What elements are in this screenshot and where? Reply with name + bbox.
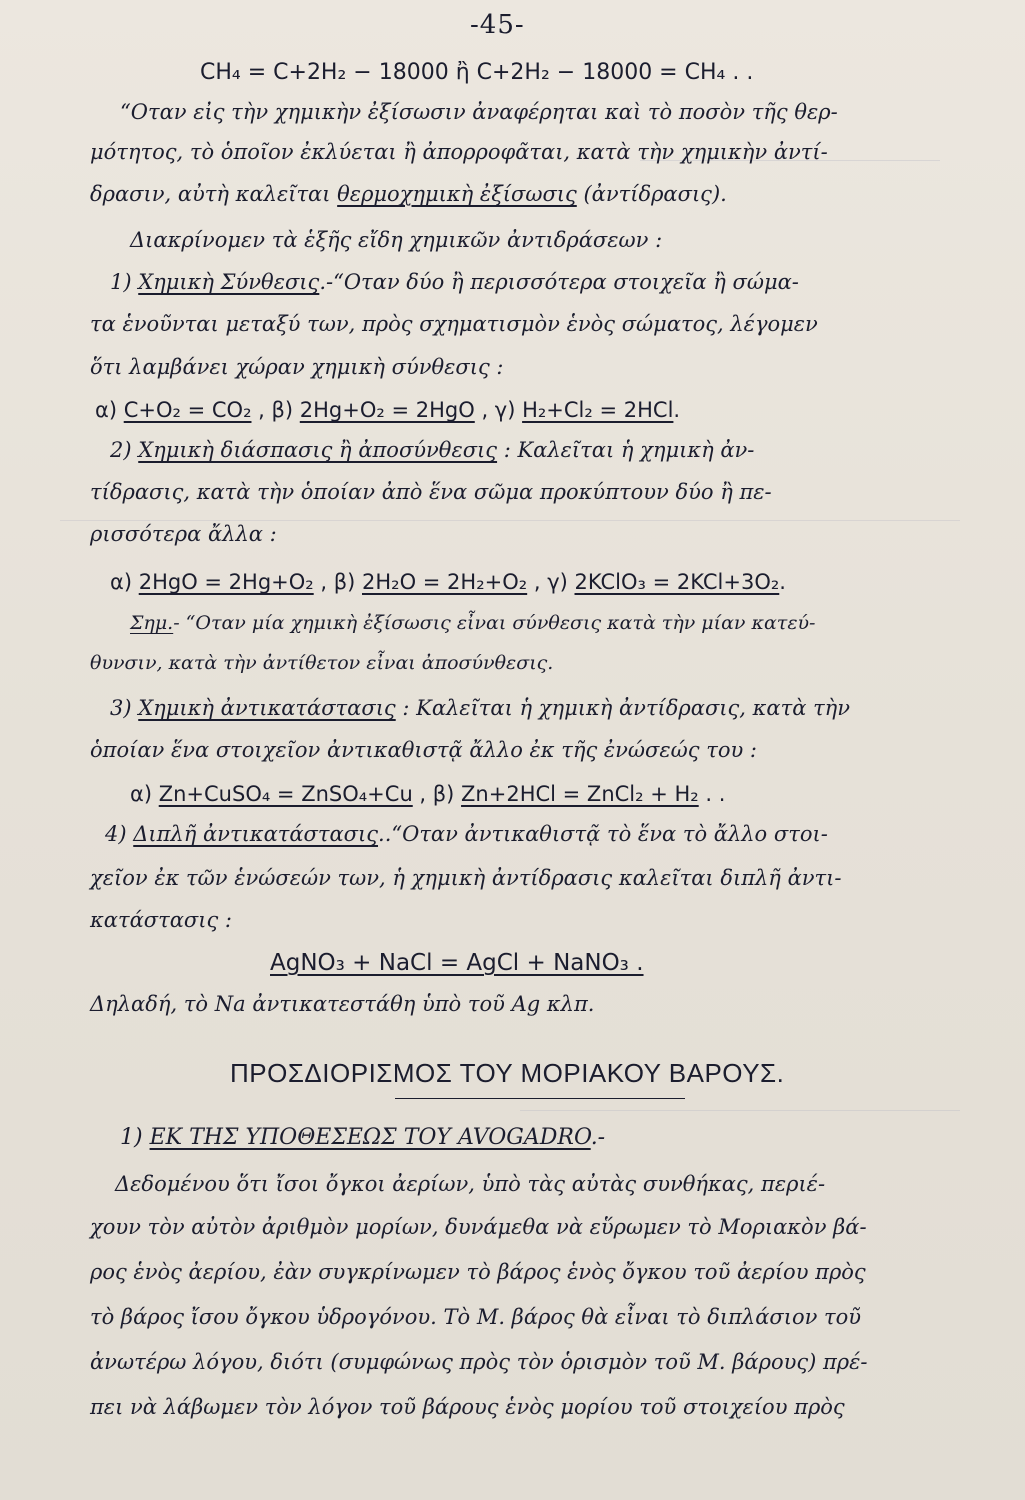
text-line: “Oταν εἰς τὴν χημικὴν ἐξίσωσιν ἀναφέρηται καὶ τὸ ποσὸν τῆς θερ-	[120, 100, 838, 124]
text-span: - “Oταν μία χημικὴ ἐξίσωσις εἶναι σύνθεσις κατὰ τὴν μίαν κατεύ-	[173, 612, 816, 634]
subsection-heading	[120, 1125, 605, 1150]
text-line: θυνσιν, κατὰ τὴν ἀντίθετον εἶναι ἀποσύνθεσις.	[90, 652, 554, 674]
text-span: : Καλεῖται ἡ χημικὴ ἀν-	[497, 438, 755, 462]
text-span: , γ)	[474, 398, 523, 422]
equation: Zn+2HCl = ZnCl₂ + H₂	[461, 782, 699, 806]
text-line: πει νὰ λάβωμεν τὸν λόγον τοῦ βάρους ἑνὸς μορίου τοῦ στοιχείου πρὸς	[90, 1395, 845, 1419]
text-line: ρισσότερα ἄλλα :	[90, 522, 277, 546]
text-span: α)	[95, 398, 124, 422]
equation: 2Hg+O₂ = 2HgO	[299, 398, 475, 422]
term-double-substitution: Διπλῆ ἀντικατάστασις	[133, 822, 379, 846]
text-line: τα ἑνοῦνται μεταξύ των, πρὸς σχηματισμὸν ἑνὸς σώματος, λέγομεν	[90, 312, 818, 336]
equation: Zn+CuSO₄ = ZnSO₄+Cu	[158, 782, 413, 806]
text-line	[110, 696, 850, 720]
text-line	[110, 270, 799, 294]
equation: C+O₂ = CO₂	[123, 398, 252, 422]
text-line: Δηλαδή, τὸ Na ἀντικατεστάθη ὑπὸ τοῦ Ag κλπ.	[90, 992, 595, 1016]
text-span: .	[779, 570, 786, 594]
text-span: .-	[590, 1125, 606, 1150]
equation: 2HgO = 2Hg+O₂	[138, 570, 314, 594]
text-span: , γ)	[527, 570, 575, 594]
term-chemical-synthesis: Χημικὴ Σύνθεσις	[138, 270, 320, 294]
heading-underline	[395, 1098, 685, 1099]
text-span: .	[673, 398, 681, 422]
section-heading: ΠΡΟΣΔΙΟΡΙΣΜΟΣ ΤΟΥ ΜΟΡΙΑΚΟΥ ΒΑΡΟΥΣ.	[230, 1058, 785, 1088]
text-line: ρος ἑνὸς ἀερίου, ἐὰν συγκρίνωμεν τὸ βάρος ἑνὸς ὄγκου τοῦ ἀερίου πρὸς	[90, 1260, 866, 1284]
equation: 2H₂O = 2H₂+O₂	[362, 570, 528, 594]
text-span: δρασιν, αὐτὴ καλεῖται	[90, 182, 338, 206]
text-span: . .	[698, 782, 726, 806]
text-line: κατάστασις :	[90, 908, 232, 932]
text-line: χουν τὸν αὐτὸν ἀριθμὸν μορίων, δυνάμεθα νὰ εὕρωμεν τὸ Μοριακὸν βά-	[90, 1215, 867, 1239]
text-line: χεῖον ἐκ τῶν ἑνώσεών των, ἡ χημικὴ ἀντίδρασις καλεῖται διπλῆ ἀντι-	[90, 866, 842, 890]
text-span: 1)	[120, 1125, 150, 1150]
equation-line	[110, 570, 786, 594]
text-line: ἀνωτέρω λόγου, διότι (συμφώνως πρὸς τὸν ὁρισμὸν τοῦ Μ. βάρους) πρέ-	[90, 1350, 868, 1374]
text-span: 1)	[110, 270, 139, 294]
text-span: (ἀντίδρασις).	[576, 182, 727, 206]
text-span: , β)	[251, 398, 300, 422]
text-line: Διακρίνομεν τὰ ἑξῆς εἴδη χημικῶν ἀντιδράσεων :	[130, 228, 663, 252]
equation-line	[95, 398, 680, 422]
text-span: , β)	[412, 782, 462, 806]
text-span: .-“Oταν δύο ἢ περισσότερα στοιχεῖα ἢ σώμα-	[319, 270, 799, 294]
text-span: 2)	[110, 438, 139, 462]
equation: 2KClO₃ = 2KCl+3O₂	[574, 570, 780, 594]
equation: AgNO₃ + NaCl = AgCl + NaNO₃ .	[270, 950, 644, 976]
text-line	[110, 438, 754, 462]
page-number: -45-	[470, 10, 525, 40]
term-decomposition: Χημικὴ διάσπασις ἢ ἀποσύνθεσις	[138, 438, 498, 462]
term-substitution: Χημικὴ ἀντικατάστασις	[138, 696, 396, 720]
text-line: Δεδομένου ὅτι ἴσοι ὄγκοι ἀερίων, ὑπὸ τὰς αὐτὰς συνθήκας, περιέ-	[115, 1172, 826, 1196]
text-line	[130, 612, 815, 634]
equation-line	[130, 782, 725, 806]
subsection-title: ΕΚ ΤΗΣ ΥΠΟΘΕΣΕΩΣ ΤΟΥ AVOGADRO	[149, 1125, 591, 1150]
text-span: 4)	[105, 822, 134, 846]
text-line: μότητος, τὸ ὁποῖον ἐκλύεται ἢ ἀπορροφᾶται, κατὰ τὴν χημικὴν ἀντί-	[90, 140, 828, 164]
text-span: ..“Oταν ἀντικαθιστᾷ τὸ ἕνα τὸ ἄλλο στοι-	[378, 822, 828, 846]
note-label: Σημ.	[130, 612, 174, 634]
equation-methane: CH₄ = C+2H₂ − 18000 ἢ C+2H₂ − 18000 = CH₄ . .	[200, 60, 754, 85]
equation-double-substitution	[270, 950, 644, 976]
equation: H₂+Cl₂ = 2HCl	[522, 398, 674, 422]
text-span: : Καλεῖται ἡ χημικὴ ἀντίδρασις, κατὰ τὴν	[395, 696, 851, 720]
text-line: ὁποίαν ἕνα στοιχεῖον ἀντικαθιστᾷ ἄλλο ἐκ τῆς ἐνώσεώς του :	[90, 738, 757, 762]
text-line: τίδρασις, κατὰ τὴν ὁποίαν ἀπὸ ἕνα σῶμα προκύπτουν δύο ἢ πε-	[90, 480, 772, 504]
text-line: τὸ βάρος ἴσου ὄγκου ὑδρογόνου. Τὸ Μ. βάρος θὰ εἶναι τὸ διπλάσιον τοῦ	[90, 1305, 862, 1329]
bleed-through-mark	[520, 1110, 960, 1112]
text-line	[105, 822, 828, 846]
text-span: 3)	[110, 696, 139, 720]
text-span: , β)	[313, 570, 362, 594]
text-line: ὅτι λαμβάνει χώραν χημικὴ σύνθεσις :	[90, 355, 504, 379]
text-span: α)	[110, 570, 139, 594]
term-thermochemical-equation: θερμοχημικὴ ἐξίσωσις	[337, 182, 577, 206]
text-line	[90, 182, 727, 206]
text-span: α)	[130, 782, 159, 806]
